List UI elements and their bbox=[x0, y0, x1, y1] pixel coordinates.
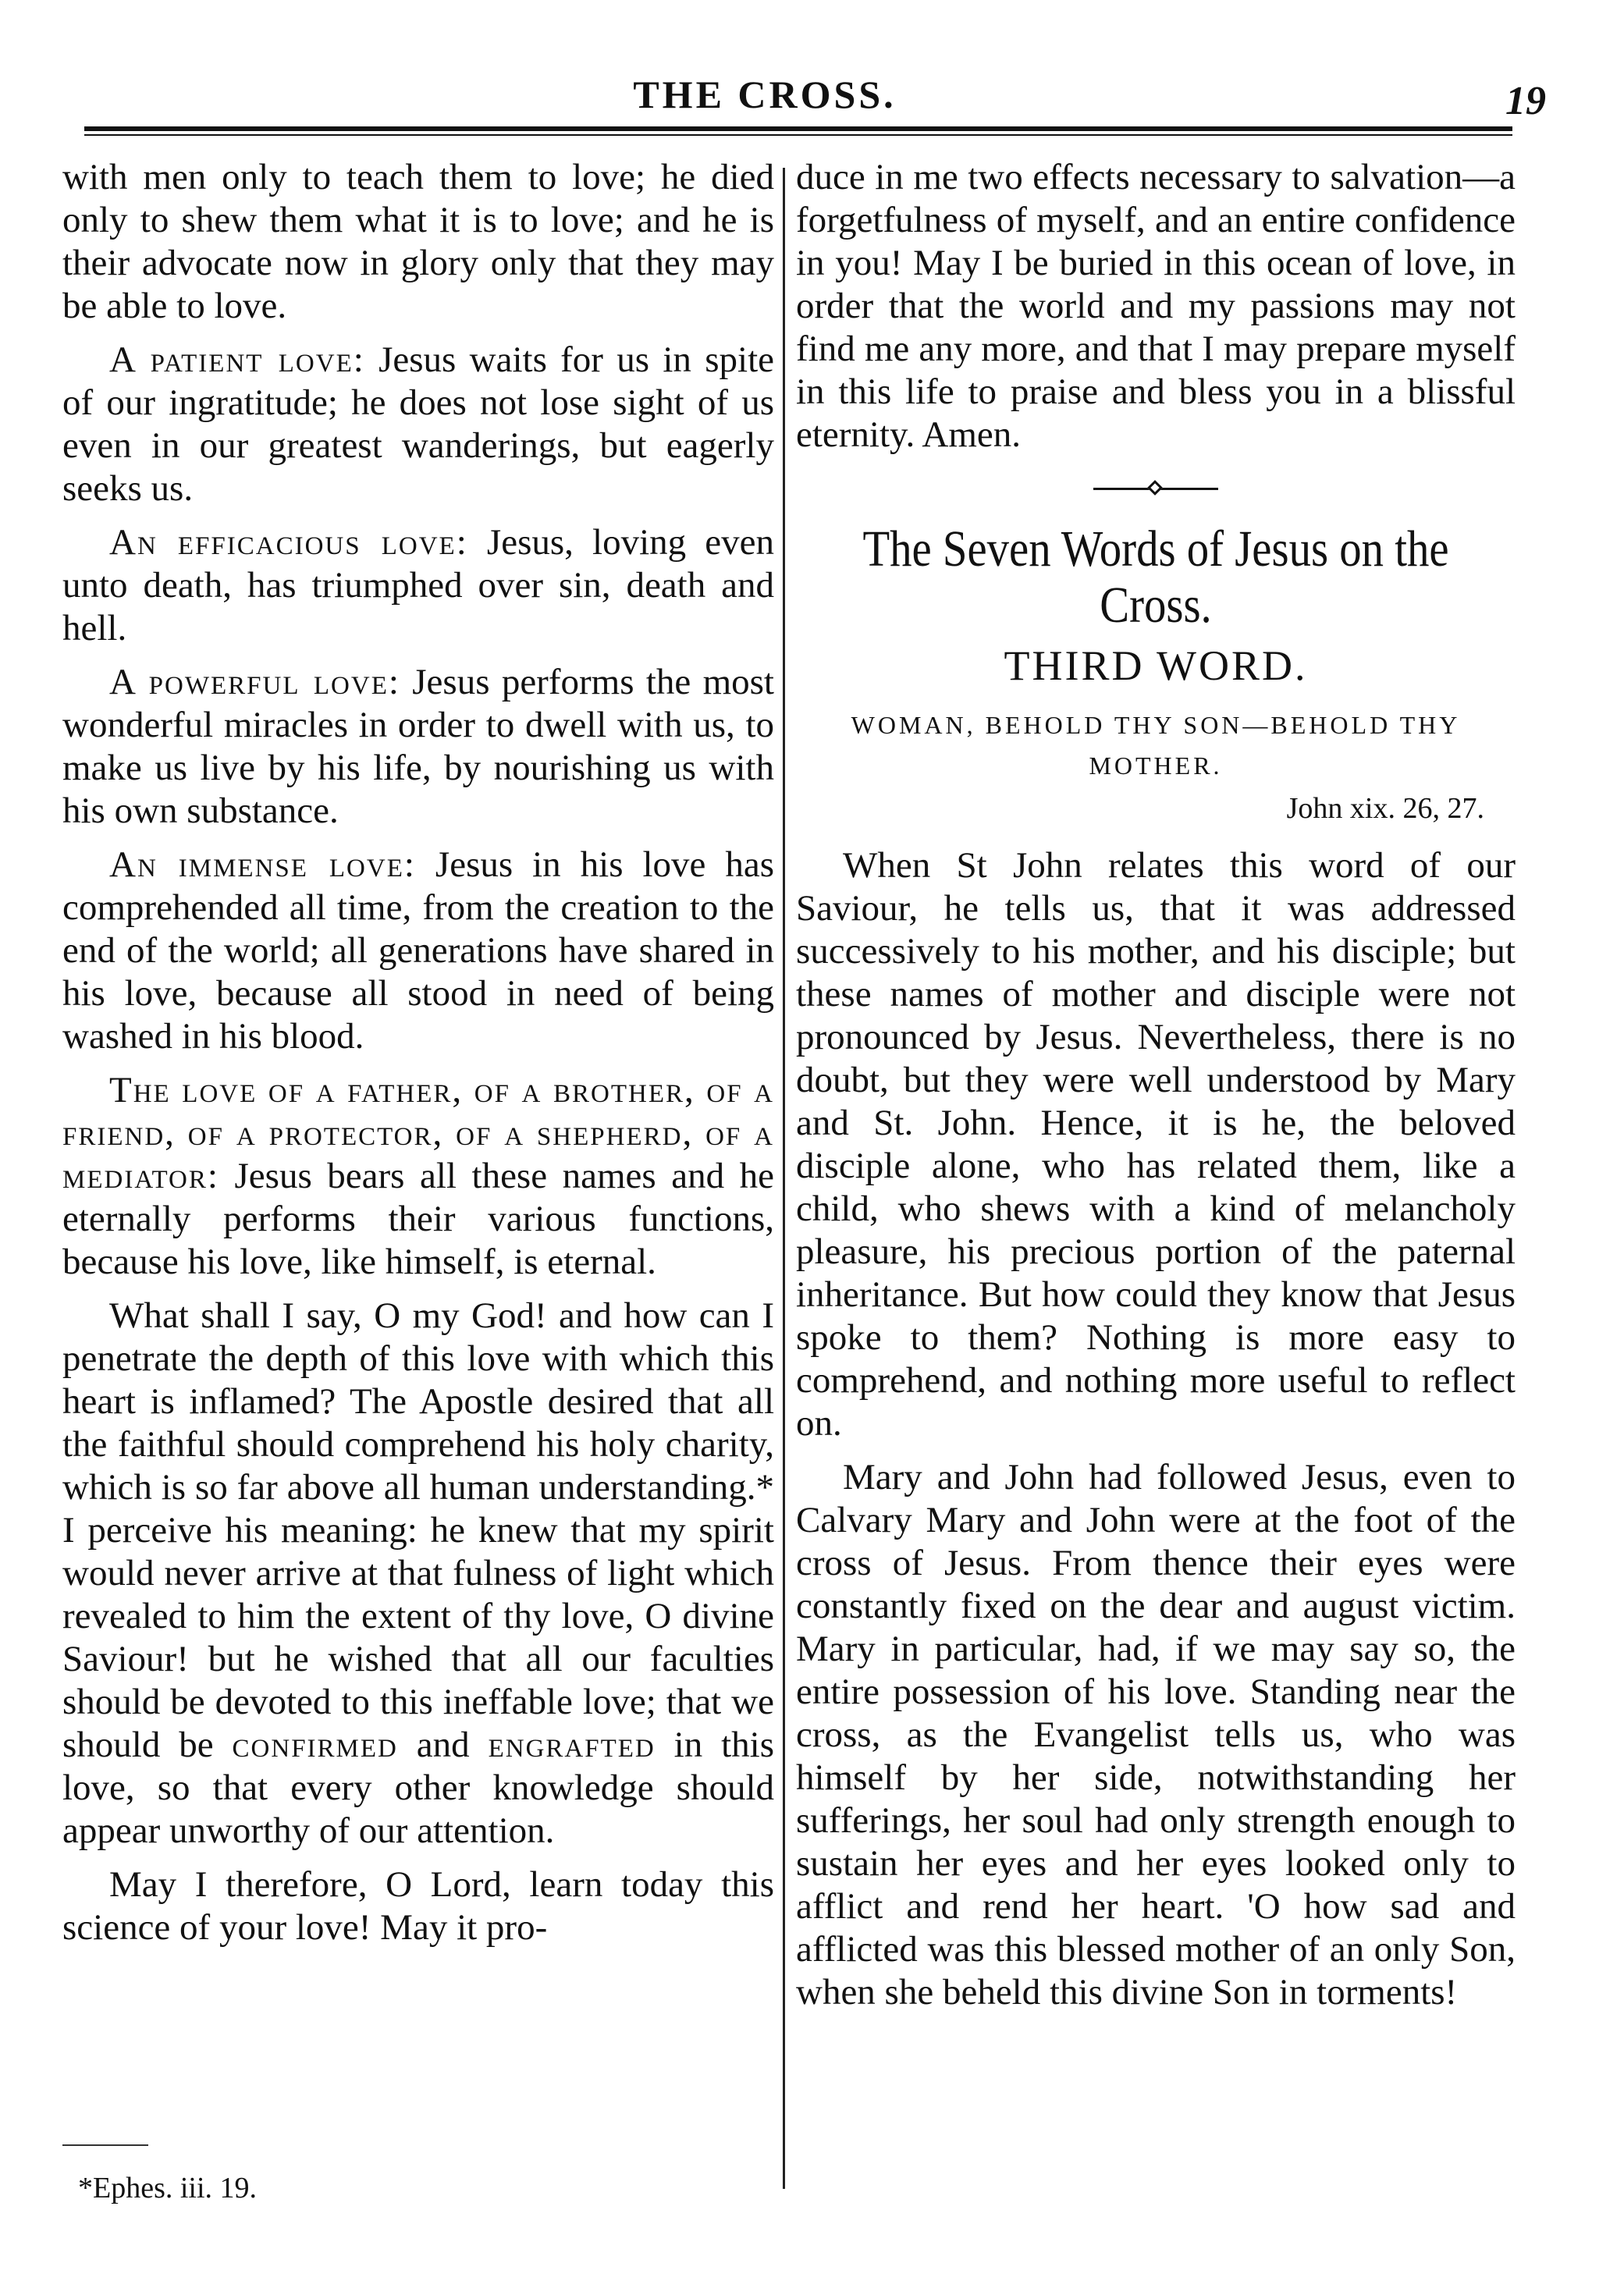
right-paragraph-1: duce in me two effects necessary to salvation—a forgetfulness of myself, and an entire confidence in you! May I be buried in this ocean of love, in order that the world and my passions may not find me any more, and that I may prepare myself in this life to praise and bless you in a blissful eternity. Amen. bbox=[796, 157, 1516, 455]
right-paragraph-3: Mary and John had followed Jesus, even to Calvary Mary and John were at the foot of the cross of Jesus. From thence their eyes were constantly fixed on the dear and august victim. Mary in particular, had, if we may say so, the entire possession of his love. Standing near the cross, as the Evangelist tells us, who was himself by her side, notwithstanding her sufferings, her soul had only strength enough to sustain her eyes and her eyes looked only to afflict and rend her heart. 'O how sad and afflicted was this blessed mother of an only Son, when she beheld this divine Son in torments! bbox=[796, 1457, 1516, 2013]
patient-love-text: Jesus waits for us in spite of our ingratitude; he does not lose sight of us even in our greatest wanderings, but eagerly seeks us. bbox=[62, 339, 774, 509]
citation: John xix. 26, 27. bbox=[1286, 792, 1484, 825]
love-of-father-lead: The love of a father, of a brother, of a friend, of a protector, of a shepherd, of a mediator: bbox=[62, 1070, 774, 1196]
left-column bbox=[62, 156, 774, 1960]
engrafted-word: engrafted bbox=[488, 1725, 656, 1765]
column-divider bbox=[783, 168, 785, 2189]
left-paragraph-efficacious-love bbox=[62, 521, 774, 650]
running-title: THE CROSS. bbox=[633, 73, 897, 116]
left-paragraph-may-i-therefore: May I therefore, O Lord, learn today this science of your love! May it pro- bbox=[62, 1864, 774, 1948]
left-paragraph-immense-love bbox=[62, 844, 774, 1058]
left-paragraph-powerful-love bbox=[62, 661, 774, 833]
what-shall-i-say-text: What shall I say, O my God! and how can I penetrate the depth of this love with which this heart is inflamed? The Apostle desired that all the faithful should comprehend his holy charity, which is so far above all human understanding.* I perceive his meaning: he knew that my spirit would never arrive at that fulness of light which revealed to him the extent of thy love, O divine Saviour! but he wished that all our faculties should be devoted to this ineffable love; that we should be bbox=[62, 1295, 774, 1765]
love-of-father-text: Jesus bears all these names and he eternally performs their various functions, because his love, like himself, is eternal. bbox=[62, 1156, 774, 1282]
efficacious-love-lead: An efficacious love: bbox=[109, 522, 468, 563]
efficacious-love-text: Jesus, loving even unto death, has triumphed over sin, death and hell. bbox=[62, 522, 774, 648]
epigraph: WOMAN, BEHOLD THY SON—BEHOLD THY MOTHER. bbox=[851, 711, 1461, 780]
powerful-love-text: Jesus performs the most wonderful miracles in order to dwell with us, to make us live by his life, by nourishing us with his own substance. bbox=[62, 662, 774, 831]
powerful-love-lead: A powerful love: bbox=[109, 662, 400, 702]
immense-love-lead: An immense love: bbox=[109, 844, 416, 885]
section-heading: THIRD WORD. bbox=[1004, 642, 1308, 689]
confirmed-word: confirmed bbox=[232, 1725, 398, 1765]
patient-love-lead: A patient love: bbox=[109, 339, 365, 380]
what-shall-i-say-end: in this love, so that every other knowledge should appear unworthy of our attention. bbox=[62, 1725, 775, 1851]
left-paragraph-love-of-father bbox=[62, 1069, 774, 1284]
page-number: 19 bbox=[1505, 79, 1546, 123]
right-paragraph-2: When St John relates this word of our Saviour, he tells us, that it was addressed successively to his mother, and his disciple; but these names of mother and disciple were not pronounced by Jesus. Nevertheless, there is no doubt, but they were well understood by Mary and St. John. Hence, it is he, the beloved disciple alone, who has related them, like a child, who shews with a kind of melancholy pleasure, his precious portion of the paternal inheritance. But how could they know that Jesus spoke to them? Nothing is more easy to comprehend, and nothing more useful to reflect on. bbox=[796, 845, 1516, 1444]
immense-love-text: Jesus in his love has comprehended all time, from the creation to the end of the world; all generations have shared in his love, because all stood in need of being washed in his blood. bbox=[62, 844, 775, 1057]
and-word: and bbox=[416, 1725, 470, 1765]
left-paragraph-1: with men only to teach them to love; he died only to shew them what it is to love; and he is their advocate now in glory only that they may be able to love. bbox=[62, 157, 774, 326]
right-column bbox=[796, 156, 1516, 2025]
header-rule-thick bbox=[84, 126, 1512, 131]
ornamental-rule bbox=[1093, 488, 1218, 490]
left-paragraph-what-shall-i-say bbox=[62, 1295, 774, 1853]
header-rule-thin bbox=[84, 134, 1512, 136]
left-paragraph-patient-love bbox=[62, 339, 774, 510]
footnote: *Ephes. iii. 19. bbox=[78, 2172, 258, 2204]
article-title: The Seven Words of Jesus on the Cross. bbox=[862, 520, 1449, 634]
footnote-rule bbox=[62, 2144, 148, 2146]
